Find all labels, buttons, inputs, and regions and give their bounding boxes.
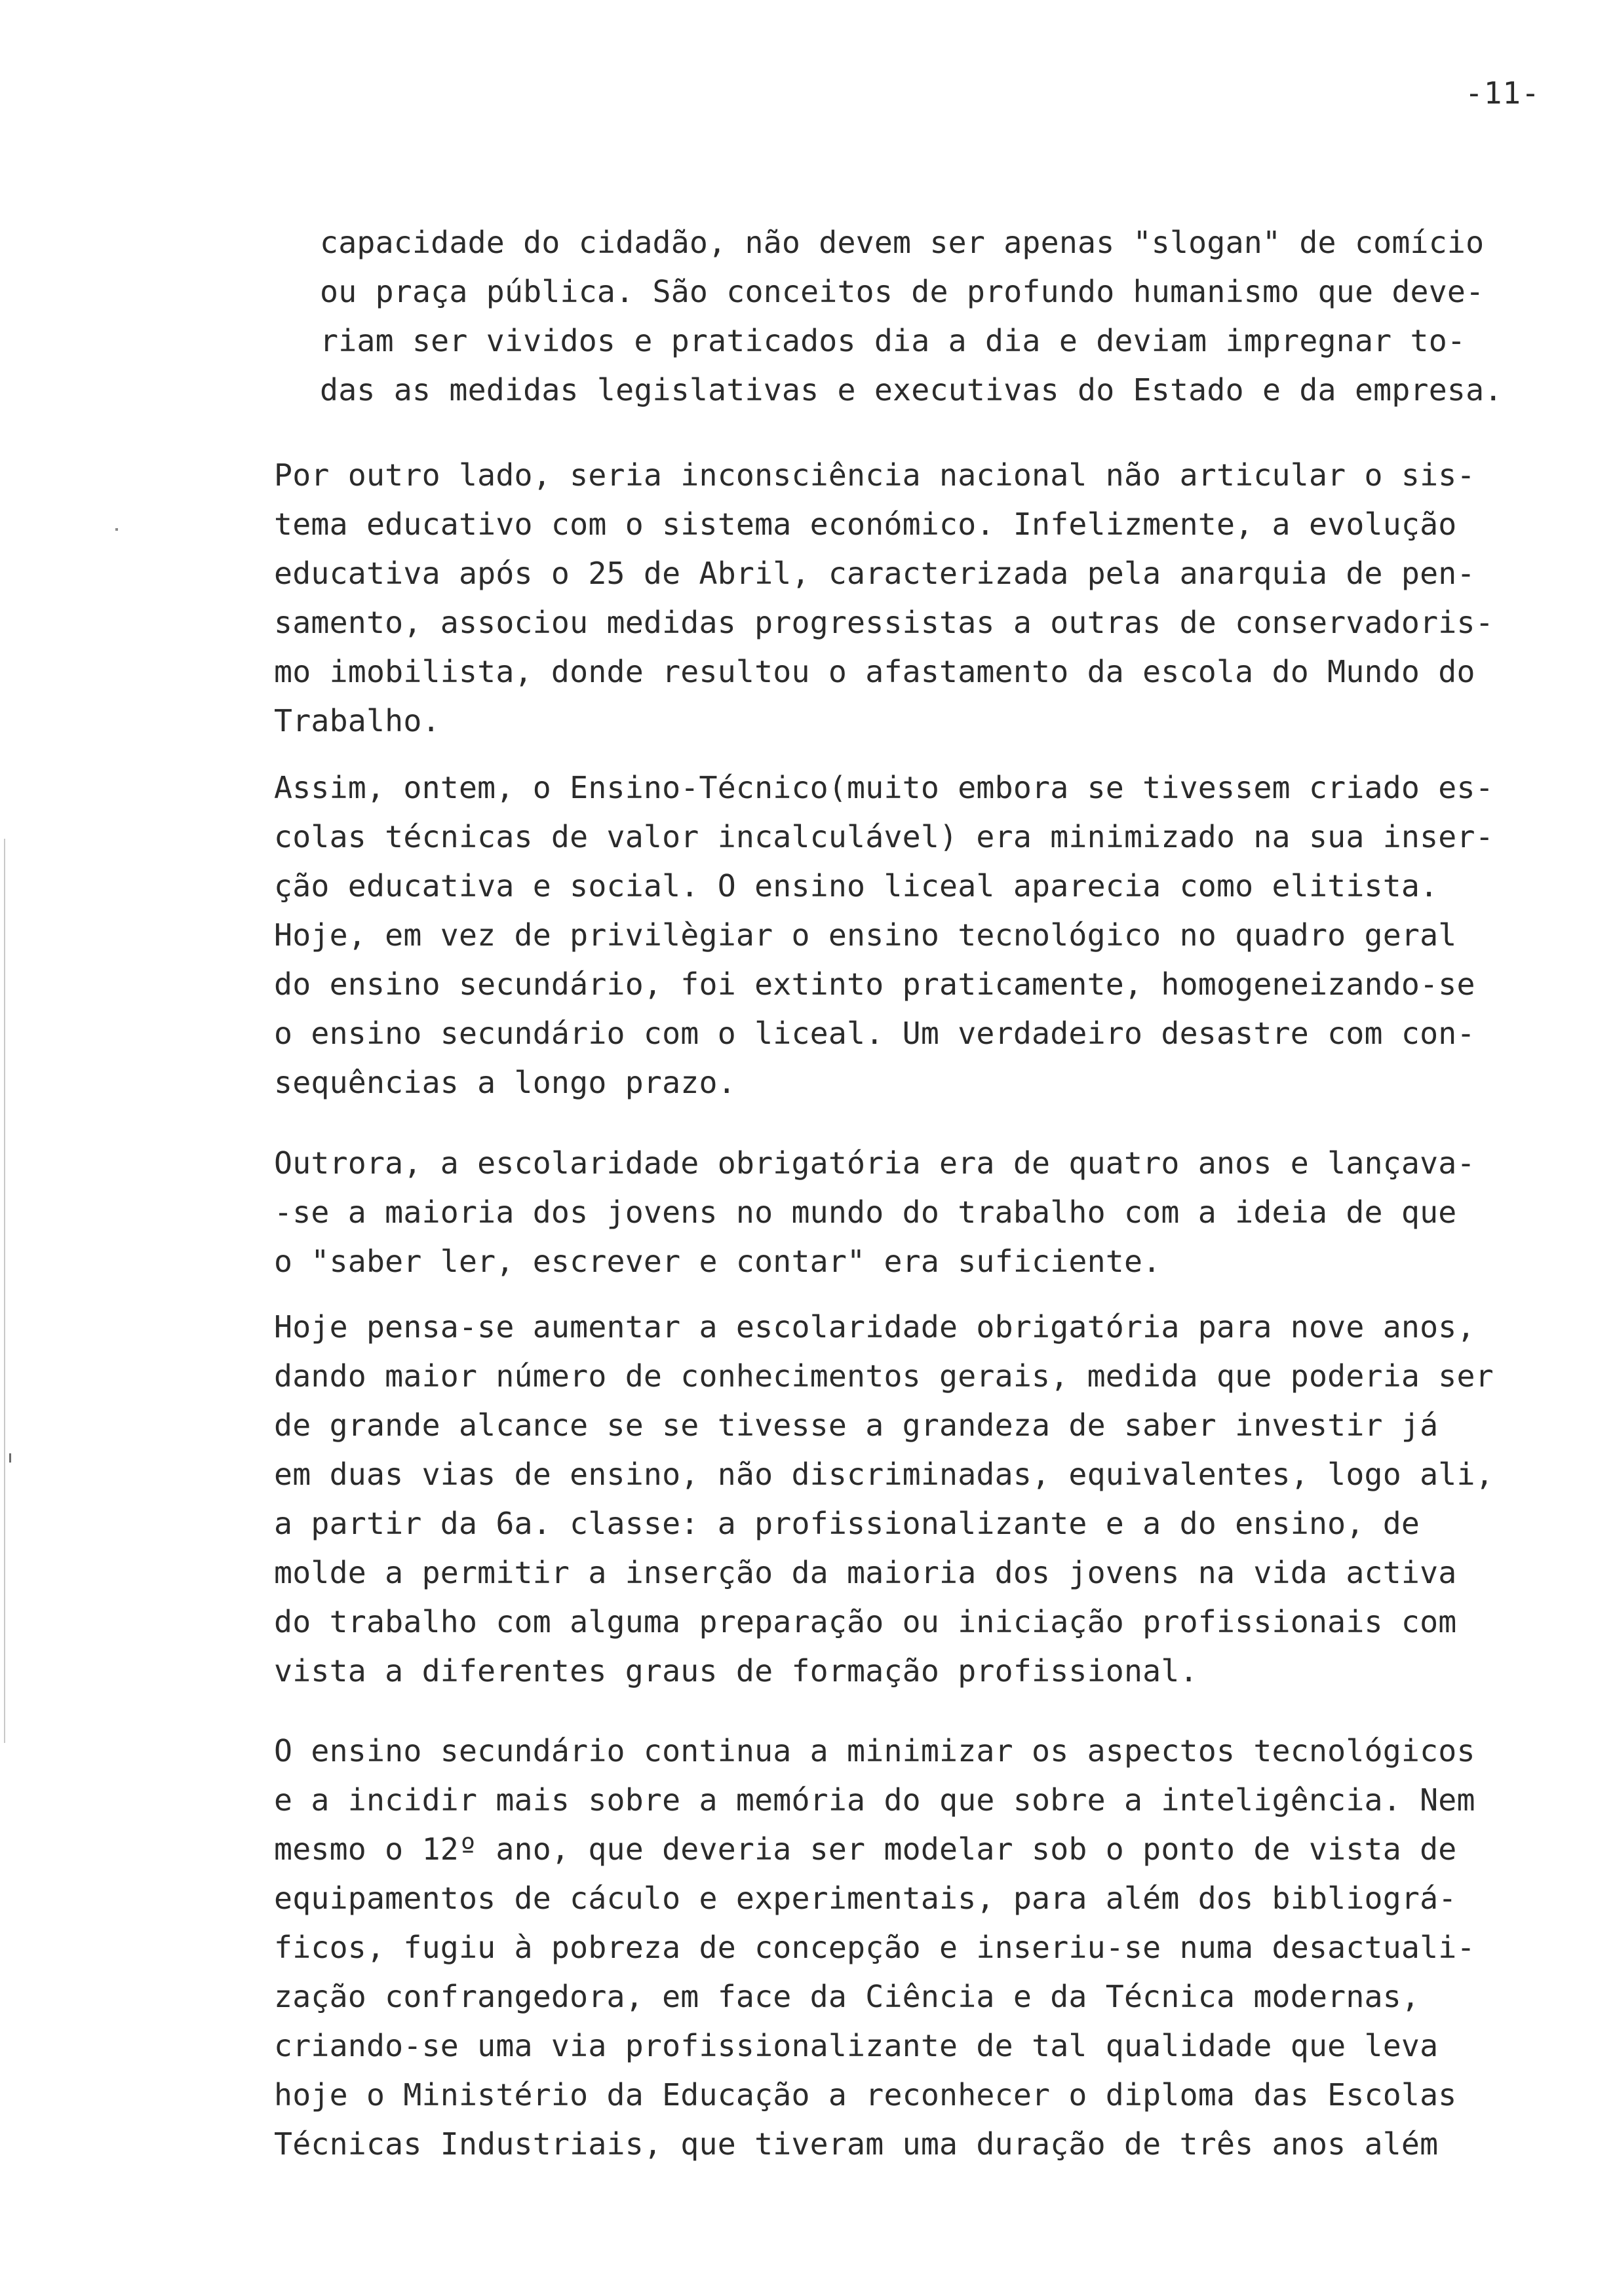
text-line: o ensino secundário com o liceal. Um verdadeiro desastre com con- [274, 1016, 1475, 1051]
text-line: riam ser vividos e praticados dia a dia e deviam impregnar to- [320, 323, 1466, 358]
text-line: educativa após o 25 de Abril, caracterizada pela anarquia de pen- [274, 556, 1475, 591]
text-line: capacidade do cidadão, não devem ser apenas "slogan" de comício [320, 225, 1485, 260]
text-line: ficos, fugiu à pobreza de concepção e inseriu-se numa desactuali- [274, 1930, 1475, 1965]
text-line: Trabalho. [274, 703, 440, 738]
text-line: das as medidas legislativas e executivas do Estado e da empresa. [320, 372, 1503, 408]
text-line: mesmo o 12º ano, que deveria ser modelar sob o ponto de vista de [274, 1831, 1457, 1867]
text-line: criando-se uma via profissionalizante de tal qualidade que leva [274, 2028, 1439, 2063]
text-line: Técnicas Industriais, que tiveram uma duração de três anos além [274, 2126, 1439, 2162]
left-margin-binding-line [4, 839, 5, 1743]
text-line: colas técnicas de valor incalculável) era minimizado na sua inser- [274, 819, 1494, 854]
text-line: Por outro lado, seria inconsciência nacional não articular o sis- [274, 457, 1475, 493]
text-line: vista a diferentes graus de formação profissional. [274, 1653, 1198, 1689]
text-line: molde a permitir a inserção da maioria dos jovens na vida activa [274, 1555, 1457, 1590]
text-line: -se a maioria dos jovens no mundo do trabalho com a ideia de que [274, 1195, 1457, 1230]
text-line: em duas vias de ensino, não discriminadas, equivalentes, logo ali, [274, 1457, 1494, 1492]
text-line: zação confrangedora, em face da Ciência e da Técnica modernas, [274, 1979, 1420, 2014]
text-line: do trabalho com alguma preparação ou iniciação profissionais com [274, 1604, 1457, 1639]
text-line: Outrora, a escolaridade obrigatória era de quatro anos e lançava- [274, 1145, 1475, 1181]
text-line: sequências a longo prazo. [274, 1065, 736, 1100]
text-line: mo imobilista, donde resultou o afastamento da escola do Mundo do [274, 654, 1475, 689]
left-margin-speck [9, 1453, 11, 1463]
text-line: Hoje, em vez de privilègiar o ensino tecnológico no quadro geral [274, 917, 1457, 953]
text-line: a partir da 6a. classe: a profissionalizante e a do ensino, de [274, 1506, 1420, 1541]
text-line: dando maior número de conhecimentos gerais, medida que poderia ser [274, 1358, 1494, 1394]
left-margin-speck [115, 528, 118, 531]
text-line: hoje o Ministério da Educação a reconhecer o diploma das Escolas [274, 2077, 1457, 2113]
text-line: tema educativo com o sistema económico. Infelizmente, a evolução [274, 507, 1457, 542]
text-line: Hoje pensa-se aumentar a escolaridade obrigatória para nove anos, [274, 1309, 1475, 1345]
text-line: e a incidir mais sobre a memória do que sobre a inteligência. Nem [274, 1782, 1475, 1818]
text-line: o "saber ler, escrever e contar" era suficiente. [274, 1244, 1161, 1279]
text-line: equipamentos de cáculo e experimentais, para além dos bibliográ- [274, 1881, 1457, 1916]
text-line: Assim, ontem, o Ensino-Técnico(muito embora se tivessem criado es- [274, 770, 1494, 805]
text-line: O ensino secundário continua a minimizar os aspectos tecnológicos [274, 1733, 1475, 1769]
text-line: de grande alcance se se tivesse a grandeza de saber investir já [274, 1407, 1439, 1443]
page-number: -11- [1465, 75, 1540, 111]
text-line: do ensino secundário, foi extinto praticamente, homogeneizando-se [274, 966, 1475, 1002]
text-line: ção educativa e social. O ensino liceal aparecia como elitista. [274, 868, 1439, 904]
text-line: ou praça pública. São conceitos de profundo humanismo que deve- [320, 274, 1485, 309]
text-line: samento, associou medidas progressistas a outras de conservadoris- [274, 605, 1494, 640]
